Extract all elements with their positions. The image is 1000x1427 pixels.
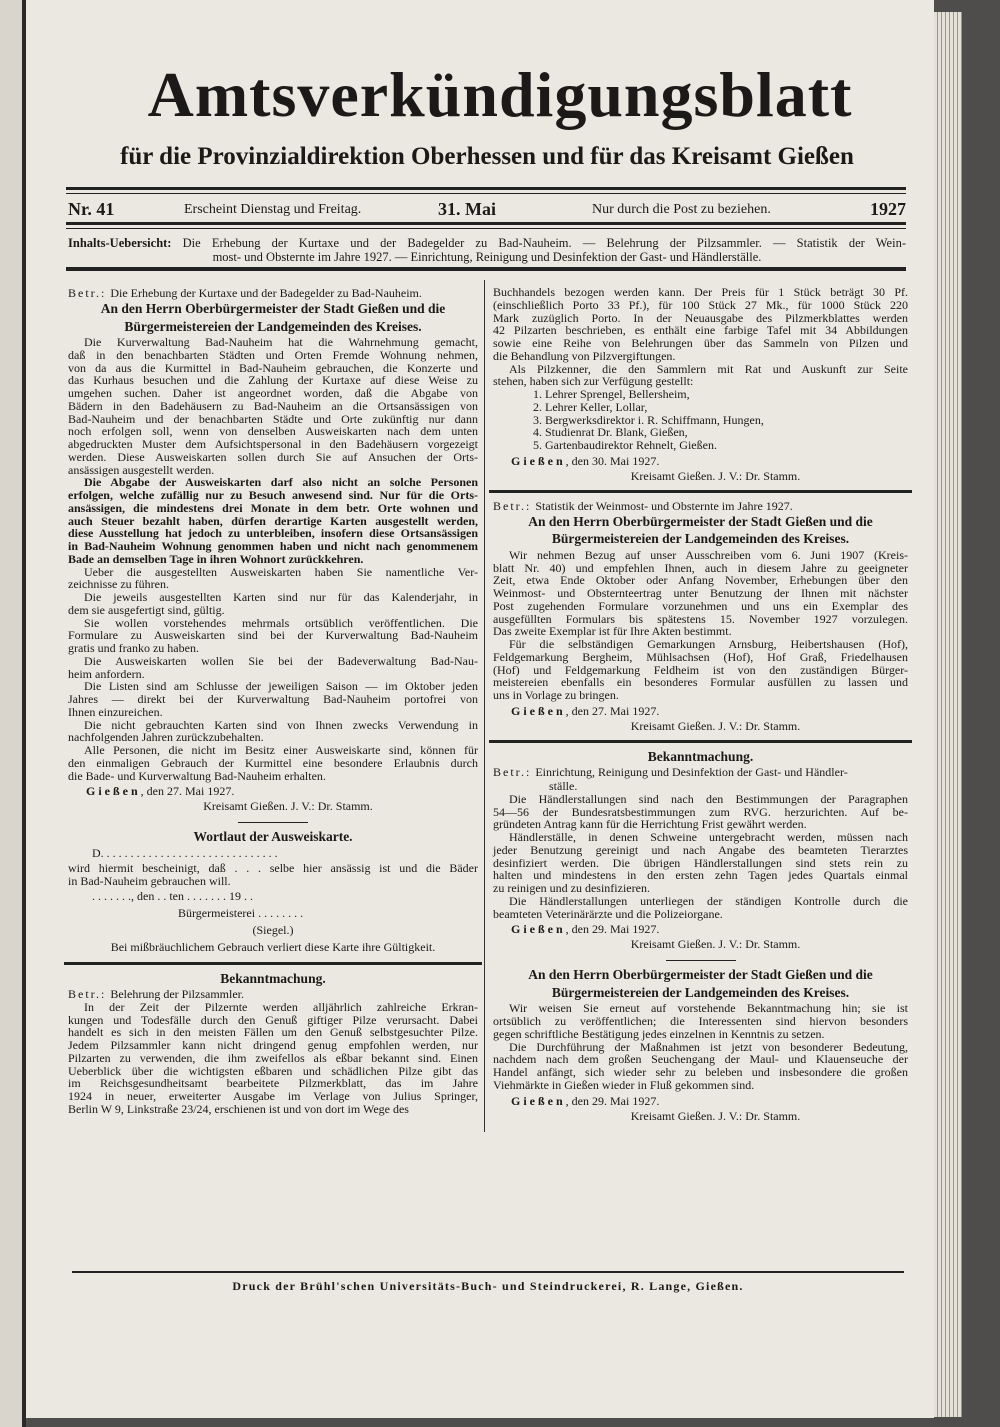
text-line: Ueber die ausgestellten Ausweiskarten haben Sie namentliche Ver- [84,564,478,579]
text-line: kungen und Todesfälle durch den Genuß giftiger Pilze verursacht. Dabei [68,1012,478,1027]
dateline-date: , den 27. Mai 1927. [140,784,235,799]
text-line: von da aus die Kurmittel in Bad-Nauheim gebrauchen, die Konzerte und [68,360,478,375]
issue-info-row [68,199,906,219]
text-line: gründeten Antrag kann für die Herrichtung Frist gewährt werden. [493,817,807,832]
paragraph [68,719,478,745]
betr-line [493,779,908,793]
paragraph [493,286,908,363]
text-line: diese Ausstellung hat jedoch zu unterbleiben, insofern diese Ortsansässigen [68,526,478,541]
paragraph [68,566,478,592]
section-title: Wortlaut der Ausweiskarte. [193,829,353,845]
text-line: nachfolgenden Jahren zurückzubehalten. [68,730,264,745]
text-line: zu reinigen und zu desinfizieren. [493,881,650,895]
dateline-date: , den 29. Mai 1927. [565,922,660,937]
text-line: Mark zuzüglich Porto. In der Neuausgabe des Pilzmerkblattes werden [493,310,908,325]
text-line: daß in den benachbarten Städten und Orten Fremde Wohnung nehmen, [68,347,478,362]
text-line: Bad-Nauheim und der benachbarten Städte und Orte zukünftig nur dann [68,411,478,426]
text-line: Handel anfängt, sich wieder sehr zu beleben und insbesondere die großen [493,1065,908,1079]
text-line: noch erfolgen soll, wenn von denselben Ausweiskarten nach dem unten [68,424,478,439]
paragraph [493,831,908,895]
text-line: auch Steuer bezahlt haben, dürfen derartige Karten ausgestellt werden, [68,513,478,528]
signature: Kreisamt Gießen. J. V.: Dr. Stamm. [630,718,801,733]
text-line: Zeit, etwa Ende Oktober oder Anfang November, Erhebungen über den [493,573,908,588]
text-line: 1924 in neuer, erweiterter Ausgabe im Verlage von Julius Springer, [68,1089,478,1103]
heading-line: An den Herrn Oberbürgermeister der Stadt Gießen und die [100,301,446,316]
list-item: 4. Studienrat Dr. Blank, Gießen, [533,425,688,440]
betr-text: ställe. [549,778,578,793]
form-line: . . . . . . ., den . . ten . . . . . . . 19 . . [92,888,253,903]
paragraph [68,476,478,565]
text-line: umgehen suchen. Daher ist angeordnet worden, daß die Abgabe von [68,386,478,400]
list-item: 3. Bergwerksdirektor i. R. Schiffmann, Hungen, [533,412,764,427]
signature: Kreisamt Gießen. J. V.: Dr. Stamm. [203,799,373,814]
text-line: Post zugehenden Formulare vorzunehmen und uns ein Exemplar des [493,598,908,613]
section-rule [489,490,912,493]
text-line: Viehmärkte in Gießen wieder in Fluß gekommen sind. [493,1077,755,1092]
text-line: Die Listen sind am Schlusse der jeweiligen Saison — im Oktober jeden [84,679,478,694]
contents-label: Inhalts-Uebersicht: [68,236,172,250]
text-line: (einschließlich Porto 33 Pf.), für 100 Stück 27 Mk., für 1000 Stück 220 [493,297,908,312]
dateline [493,1094,908,1109]
form-line: Bei mißbräuchlichem Gebrauch verliert diese Karte ihre Gültigkeit. [110,939,436,954]
text-line: abgedruckten Muster dem Aufsichtspersonal in den Badehäusern vorgezeigt [68,437,478,451]
text-line: gratis und franko zu haben. [68,641,199,655]
dateline-city: Gießen [511,703,566,718]
publication-schedule: Erscheint Dienstag und Freitag. [184,202,362,217]
text-line: Weinmost- und Obsternteertrag unter Benutzung der Ihnen mit nächster [493,586,908,600]
addressee-heading [493,967,908,1001]
text-line: jeder Benutzung gereinigt und nach Angabe des beamteten Tierarztes [493,842,908,857]
text-line: Als Pilzkenner, die den Sammlern mit Rat und Auskunft zur Seite [509,361,908,376]
footer-rule [72,1271,904,1273]
text-line: 54—56 der Bundesratsbestimmungen zum RVG. herzurichten. Auf be- [493,804,908,819]
addressee-heading [68,301,478,335]
dateline-city: Gießen [511,1093,566,1108]
text-line: ansässigen ausgestellt werden. [68,462,215,477]
text-line: werden. Diese Ausweiskarten sollen durch Sie auf Ansuchen der Orts- [68,449,478,464]
paragraph [493,638,908,702]
section-rule [489,740,912,743]
issue-info-rule [66,222,906,229]
text-line: dem sie ausgefertigt sind, gültig. [68,602,225,617]
list-item: 5. Gartenbaudirektor Rehnelt, Gießen. [533,438,717,452]
text-line: blatt Nr. 40) und empfehlen Ihnen, auch in diesem Jahre zu geeigneter [493,560,908,575]
text-line: handelt es sich in den meisten Fällen um den Genuß selbstgesuchter Pilze. [68,1025,478,1040]
contents-line: Die Erhebung der Kurtaxe und der Badegelder zu Bad-Nauheim. — Belehrung der Pilzsammler. — Statistik der Wein- [182,236,906,250]
text-line: Wir weisen Sie erneut auf vorstehende Bekanntmachung hin; sie ist [509,1001,908,1016]
betr-label: Betr.: [493,764,532,779]
text-line: Ueberblick über die wichtigsten eßbaren und schädlichen Pilze gibt das [68,1063,478,1078]
text-line: (Hof) und Feldgemarkung Feldheim ist von den zuständigen Bürger- [493,662,908,677]
betr-text: Statistik der Weinmost- und Obsternte im Jahre 1927. [535,498,793,513]
dateline [493,922,908,937]
betr-text: Belehrung der Pilzsammler. [110,986,244,1001]
text-line: ausgefüllten Formulars bis spätestens 15. November 1927 vorzulegen. [493,611,908,626]
text-line: Die nicht gebrauchten Karten sind von Ihnen zwecks Verwendung in [84,717,478,732]
betr-text: Die Erhebung der Kurtaxe und der Badegelder zu Bad-Nauheim. [110,286,422,300]
text-line: die Behandlung von Pilzvergiftungen. [493,348,676,363]
addressee-heading [493,514,908,548]
betr-subject [68,987,478,1001]
adjacent-page-edge [0,0,26,1427]
text-line: wird hiermit bescheinigt, daß . . . selbe hier ansässig ist und die Bäder [68,861,478,876]
paragraph [68,655,478,681]
text-line: Die Händlerstallungen sind nach den Bestimmungen der Paragraphen [509,791,908,806]
text-line: uns in Vorlage zu bringen. [493,688,619,702]
masthead-rule [66,187,906,194]
masthead-subtitle: für die Provinzialdirektion Oberhessen und für das Kreisamt Gießen [120,143,854,170]
betr-label: Betr.: [493,498,532,513]
paragraph [493,895,908,921]
issue-number: Nr. 41 [68,199,115,219]
dateline-date: , den 30. Mai 1927. [565,453,660,468]
dateline-city: Gießen [511,922,566,937]
text-line: Die Durchführung der Maßnahmen ist jetzt von besonderer Bedeutung, [509,1039,908,1054]
text-line: heim anfordern. [68,666,145,681]
text-line: Pilzarten zu verwenden, die ihm zweifellos als eßbar bekannt sind. Einen [68,1050,478,1065]
text-line: meistereien ebenfalls ein besonderes Formular ausfüllen zu lassen und [493,675,908,690]
signature: Kreisamt Gießen. J. V.: Dr. Stamm. [630,468,801,483]
heading-line: An den Herrn Oberbürgermeister der Stadt Gießen und die [528,513,873,529]
form-line: Bürgermeisterei . . . . . . . . [178,905,304,920]
heading-line: Bürgermeistereien der Landgemeinden des Kreises. [551,531,850,547]
text-line: Das zweite Exemplar ist für Ihre Akten bestimmt. [493,624,732,639]
text-line: Bade an demselben Tage in ihren Wohnort zurückkehren. [68,551,364,566]
text-line: den einmaligen Gebrauch der Kurmittel eine besondere Erlaubnis durch [68,755,478,770]
page-stack-edge [930,12,962,1417]
paragraph [68,617,478,655]
text-line: Jedem Pilzsammler kann nicht dringend genug empfohlen werden, nur [68,1038,478,1052]
signature: Kreisamt Gießen. J. V.: Dr. Stamm. [630,1108,801,1123]
table-of-contents [68,236,906,264]
paragraph [68,1001,478,1116]
text-line: erfolgen, welche zufällig nur zu Besuch anwesend sind. Nur für die Orts- [68,488,478,502]
betr-line [493,499,908,513]
paragraph [493,549,908,638]
text-line: stehen, haben sich zur Verfügung gestellt: [493,374,694,389]
list-item: 2. Lehrer Keller, Lollar, [533,399,648,414]
text-line: Berlin W 9, Linkstraße 23/24, erschienen ist und von dort im Wege des [68,1101,409,1116]
text-line: gegen schriftliche Bestätigung jedes einzelnen in Kenntnis zu setzen. [493,1026,825,1041]
form-line: (Siegel.) [252,922,294,937]
text-line: Die Abgabe der Ausweiskarten darf also nicht an solche Personen [84,475,478,490]
text-line: Die Ausweiskarten wollen Sie bei der Badeverwaltung Bad-Nau- [84,653,478,668]
text-line: Händlerställe, in denen Schweine untergebracht werden, müssen nach [509,830,908,844]
text-line: Die Kurverwaltung Bad-Nauheim hat die Wahrnehmung gemacht, [84,335,478,349]
text-line: Die Händlerstallungen unterliegen der ständigen Kontrolle durch die [509,893,908,908]
contents-rule [66,267,906,271]
distribution-note: Nur durch die Post zu beziehen. [592,202,771,217]
dateline [68,784,478,799]
text-line: Sie wollen vorstehendes mehrmals ortsüblich veröffentlichen. Die [84,615,478,630]
betr-subject [68,286,478,300]
text-line: halten und mindestens in den ersten zehn Tagen jedes Quartals einmal [493,868,908,883]
expert-list [493,388,908,452]
paragraph [493,1041,908,1092]
column-divider [484,280,485,1132]
section-rule [64,962,482,965]
text-line: das Kurhaus besuchen und die Zahlung der Kurtaxe auf diese Weise zu [68,373,478,388]
issue-year: 1927 [870,199,906,219]
text-line: In der Zeit der Pilzernte werden alljährlich zahlreiche Erkran- [84,999,478,1014]
section-title: Bekanntmachung. [647,748,754,764]
signature: Kreisamt Gießen. J. V.: Dr. Stamm. [630,937,801,952]
text-line: Die jeweils ausgestellten Karten sind nur für das Kalenderjahr, in [84,590,478,604]
text-line: Ihnen einzureichen. [68,704,163,719]
text-line: desinfiziert werden. Die übrigen Händlerstallungen sind stets rein zu [493,855,908,870]
betr-line [68,987,478,1001]
text-line: Bädern in den Badehäusern zu Bad-Nauheim an die Ortsansässigen von [68,398,478,413]
dateline-date: , den 29. Mai 1927. [565,1093,660,1108]
text-line: Feldgemarkung Bergheim, Mühlsachsen (Hof), Hof Graß, Friedelhausen [493,649,908,664]
text-line: in Bad-Nauheim gebrauchen will. [68,874,231,888]
text-line: Formulare zu Ausweiskarten sind bei der Kurverwaltung Bad-Nauheim [68,628,478,643]
dateline [493,454,908,469]
betr-line [493,765,908,779]
text-line: zeichnisse zu führen. [68,577,169,592]
contents-line: most- und Obsternte im Jahre 1927. — Einrichtung, Reinigung und Desinfektion der Gast- und Händlerställe. [212,250,762,264]
left-column [68,286,478,1116]
printer-imprint: Druck der Brühl'schen Universitäts-Buch- und Steindruckerei, R. Lange, Gießen. [232,1279,744,1293]
section-title: Bekanntmachung. [220,970,326,986]
paragraph [68,862,478,888]
text-line: nachdem nach dem großen Seuchengang der Maul- und Klauenseuche der [493,1052,908,1067]
short-divider [666,960,736,961]
paragraph [68,336,478,476]
betr-label: Betr.: [68,286,107,300]
text-line: beamteten Veterinärärzte und die Polizeiorgane. [493,906,723,921]
betr-text: Einrichtung, Reinigung und Desinfektion der Gast- und Händler- [535,764,848,779]
text-line: Jahres — direkt bei der Kurverwaltung Bad-Nauheim portofrei von [68,692,478,706]
text-line: sowie eine Reihe von Belehrungen über das Sammeln von Pilzen und [493,336,908,350]
paragraph [493,793,908,831]
paragraph [68,744,478,782]
right-column [493,286,908,1124]
text-line: in Bad-Nauheim Wohnung genommen haben und nicht nach genommenem [68,539,478,553]
dateline-city: Gießen [511,453,566,468]
heading-line: Bürgermeistereien der Landgemeinden des Kreises. [124,318,422,334]
paragraph [68,680,478,718]
masthead-title: Amtsverkündigungsblatt [147,59,853,130]
heading-line: Bürgermeistereien der Landgemeinden des Kreises. [551,984,850,1000]
paragraph [493,363,908,389]
heading-line: An den Herrn Oberbürgermeister der Stadt Gießen und die [528,967,873,983]
betr-subject [493,499,908,513]
text-line: Für die selbständigen Gemarkungen Arnsburg, Heibertshausen (Hof), [509,637,908,651]
text-line: im Reichsgesundheitsamt bearbeitete Pilzmerkblatt, das im Jahre [68,1076,478,1091]
dateline [493,704,908,719]
betr-subject [493,765,908,793]
dateline-city: Gießen [86,784,141,799]
betr-label: Betr.: [68,986,107,1001]
text-line: Alle Personen, die nicht im Besitz einer Ausweiskarte sind, können für [84,743,478,757]
short-divider [238,822,308,823]
paragraph [68,591,478,617]
text-line: ansässigen, die mindestens drei Monate in dem betr. Orte wohnen und [68,500,478,515]
form-line: D. . . . . . . . . . . . . . . . . . . . . . . . . . . . . . [92,846,278,861]
list-item: 1. Lehrer Sprengel, Bellersheim, [533,387,690,401]
text-line: die Bade- und Kurverwaltung Bad-Nauheim erhalten. [68,768,326,783]
paragraph [493,1002,908,1040]
issue-date: 31. Mai [438,199,496,219]
text-line: 42 Pilzarten beschrieben, es enthält eine farbige Tafel mit 34 Abbildungen [493,323,908,338]
dateline-date: , den 27. Mai 1927. [565,703,660,718]
text-line: ortsüblich zu veröffentlichen; die Interessenten sind hiervon besonders [493,1014,908,1028]
betr-line [68,286,478,300]
text-line: Buchhandels bezogen werden kann. Der Preis für 1 Stück beträgt 30 Pf. [493,285,908,299]
text-line: Wir nehmen Bezug auf unser Ausschreiben vom 6. Juni 1907 (Kreis- [509,547,908,562]
